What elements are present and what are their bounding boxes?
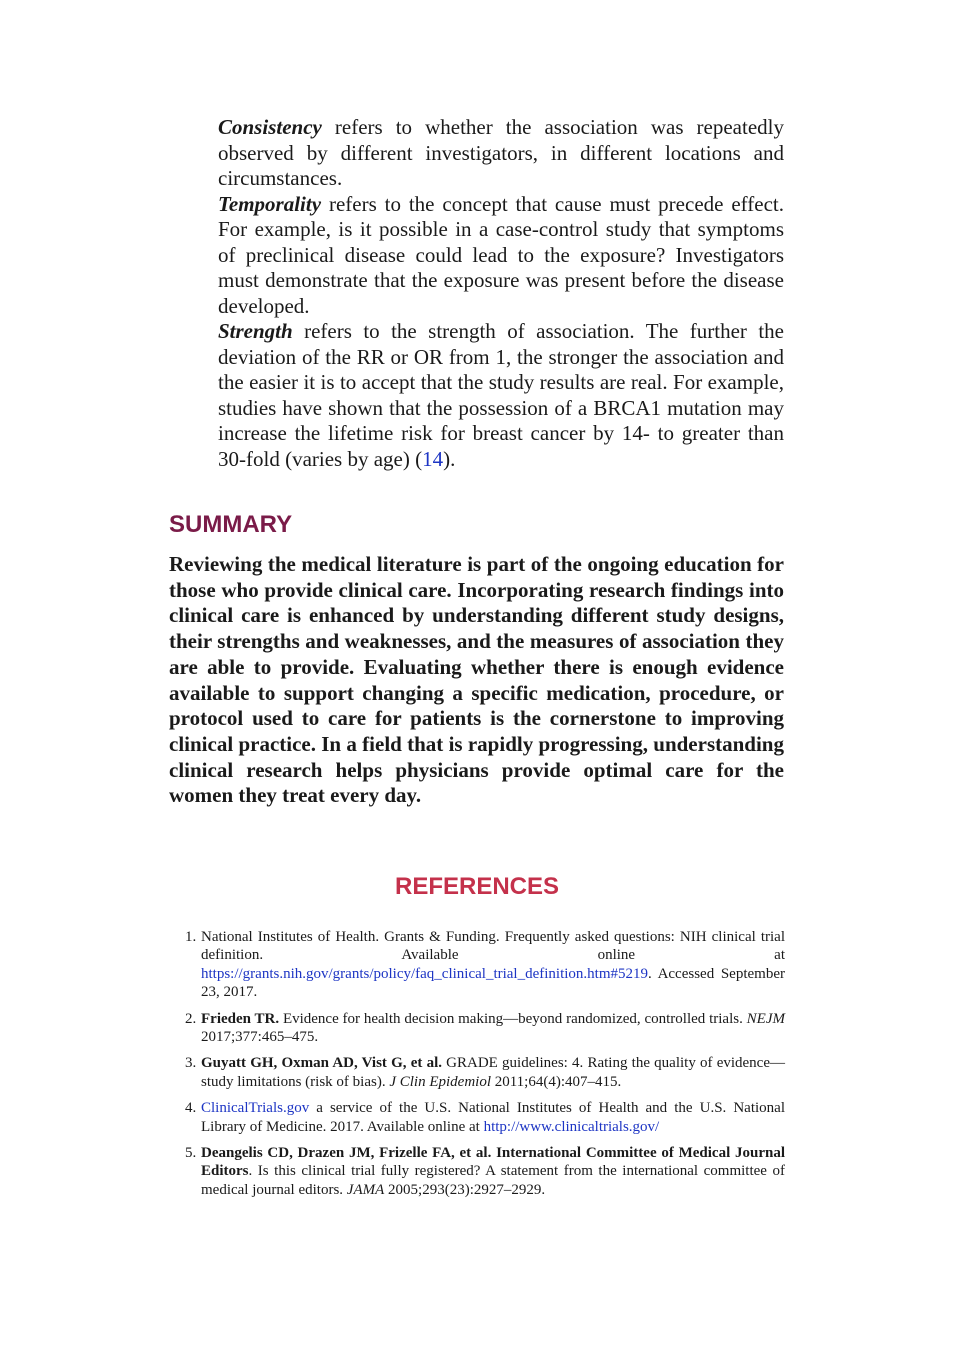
reference-item-2 [185,1010,785,1047]
reference-url-link[interactable]: https://grants.nih.gov/grants/policy/faq_clinical_trial_definition.htm#5219 [201,965,649,982]
reference-item-3 [185,1054,785,1091]
reference-authors: Frieden TR. [201,1010,280,1027]
summary-paragraph: Reviewing the medical literature is part of the ongoing education for those who provide clinical care. Incorporating research findings into clinical care is enhanced by understanding different study designs, their strengths and weaknesses, and the measures of association they are able to provide. Evaluating whether there is enough evidence available to support changing a specific medication, procedure, or protocol used to care for patients is the cornerstone to improving clinical practice. In a field that is rapidly progressing, understanding clinical research helps physicians provide optimal care for the women they treat every day. [169,552,784,808]
reference-text: National Institutes of Health. Grants & Funding. Frequently asked questions: NIH clinical trial definition. Available online at [201,929,785,964]
criterion-consistency [218,115,784,192]
reference-number: 1. [185,929,197,945]
reference-authors: Guyatt GH, Oxman AD, Vist G, et al. [201,1055,442,1072]
criterion-term: Strength [218,319,293,343]
reference-authors: Deangelis CD, Drazen JM, Frizelle FA, et al. International Committee of Medical Journal Editors [201,1145,785,1180]
reference-journal: J Clin Epidemiol [389,1073,491,1090]
reference-details: 2011;64(4):407–415. [490,1073,622,1090]
criterion-strength [218,319,784,472]
reference-site-link[interactable]: ClinicalTrials.gov [201,1100,310,1117]
reference-details: 2017;377:465–475. [201,1029,319,1046]
criterion-text: refers to the concept that cause must precede effect. For example, is it possible in a case-control study that symptoms of preclinical disease could lead to the exposure? Investigators must demonstrate that the exposure was present before the disease developed. [218,191,784,318]
reference-number: 5. [185,1145,197,1162]
criterion-text: refers to the strength of association. The further the deviation of the RR or OR from 1, the stronger the association and the easier it is to accept that the study results are real. For example, studies have shown that the possession of a BRCA1 mutation may increase the lifetime risk for breast cancer by 14- to greater than 30-fold (varies by age) ( [218,319,784,471]
criterion-term: Temporality [218,191,322,216]
reference-item-4 [185,1099,785,1136]
reference-text: a service of the U.S. National Institutes of Health and the U.S. National Library of Medicine. 2017. Available online at [201,1100,785,1135]
criterion-temporality [218,192,784,320]
reference-item-1 [185,928,785,1002]
reference-journal: NEJM [746,1010,785,1027]
criterion-text: refers to whether the association was repeatedly observed by different investigators, in different locations and circumstances. [218,115,784,190]
reference-item-5 [185,1144,785,1199]
reference-title: Evidence for health decision making—beyond randomized, controlled trials. [279,1010,747,1027]
citation-link[interactable]: 14 [422,446,444,471]
references-heading: REFERENCES [394,873,560,900]
reference-journal: JAMA [346,1181,385,1198]
reference-number: 3. [185,1055,197,1072]
reference-title: . Is this clinical trial fully registered? A statement from the international committee of medical journal editors. [201,1163,785,1198]
criterion-text-end: ). [443,446,456,471]
reference-number: 4. [185,1100,197,1117]
criterion-term: Consistency [218,115,322,139]
references-list [185,928,785,1199]
reference-title: GRADE guidelines: 4. Rating the quality of evidence—study limitations (risk of bias). [201,1055,785,1090]
causation-criteria-section [218,115,784,472]
summary-heading: SUMMARY [169,511,293,538]
reference-number: 2. [185,1010,197,1027]
reference-text: . Accessed September 23, 2017. [201,965,785,1001]
reference-details: 2005;293(23):2927–2929. [384,1181,546,1198]
reference-url-link[interactable]: http://www.clinicaltrials.gov/ [483,1118,660,1135]
